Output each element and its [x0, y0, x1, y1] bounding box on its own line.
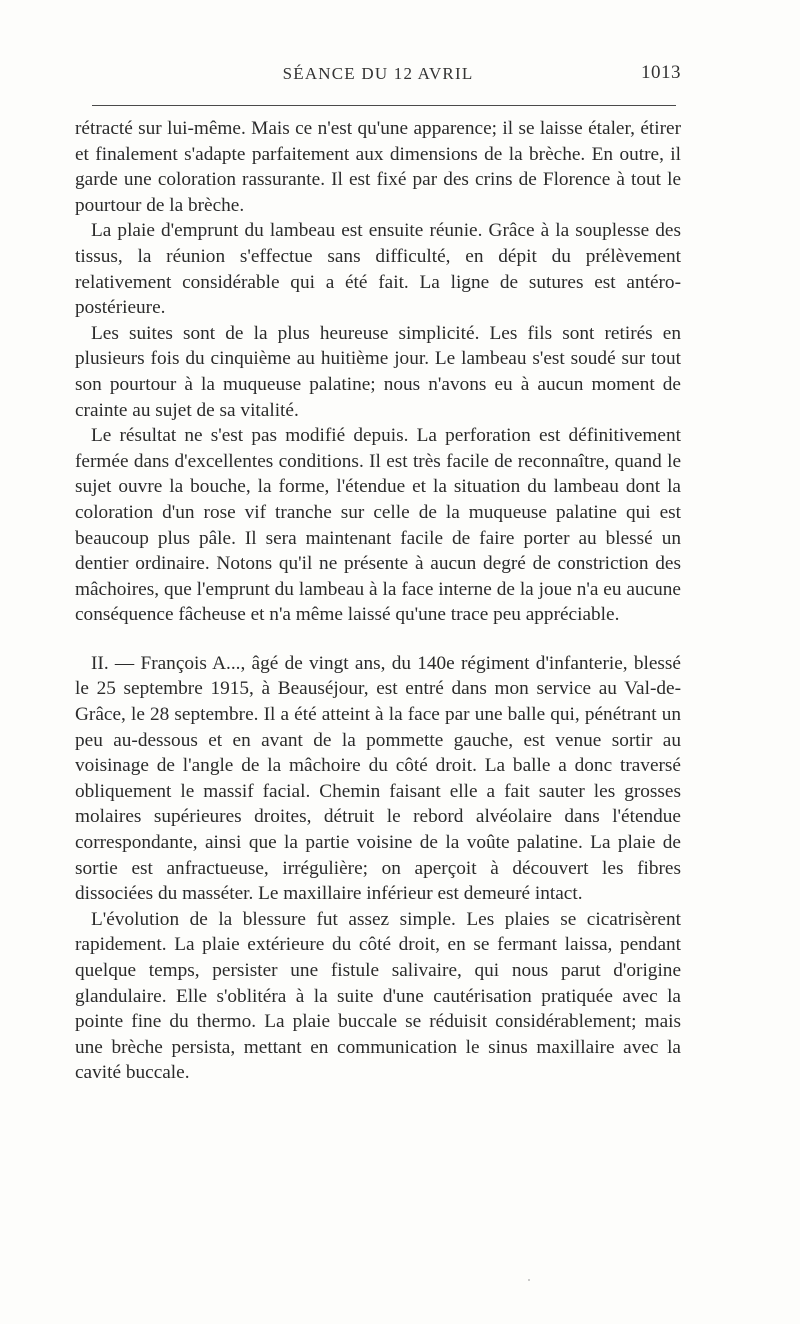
page-header: [75, 64, 681, 88]
paragraph: Les suites sont de la plus heureuse simplicité. Les fils sont retirés en plusieurs fois du cinquième au huitième jour. Le lambeau s'est soudé sur tout son pourtour à la muqueuse palatine; nous n'avons eu à aucun moment de crainte au sujet de sa vitalité.: [75, 322, 681, 421]
paragraph-continued: rétracté sur lui-même. Mais ce n'est qu'une apparence; il se laisse étaler, étirer et finalement s'adapte parfaitement aux dimensions de la brèche. En outre, il garde une coloration rassurante. Il est fixé par des crins de Florence à tout le pourtour de la brèche.: [75, 118, 681, 216]
paper-speck: [528, 1279, 530, 1281]
paragraph: Le résultat ne s'est pas modifié depuis. La perforation est définitivement fermée dans d'excellentes conditions. Il est très facile de reconnaître, quand le sujet ouvre la bouche, la forme, l'étendue et la situation du lambeau dont la coloration d'un rose vif tranche sur celle de la muqueuse palatine qui est beaucoup plus pâle. Il sera maintenant facile de faire porter au blessé un dentier ordinaire. Notons qu'il ne présente à aucun degré de constriction des mâchoires, que l'emprunt du lambeau à la face interne de la joue n'a eu aucune conséquence fâcheuse et n'a même laissé qu'une trace peu appréciable.: [75, 425, 681, 626]
paragraph: La plaie d'emprunt du lambeau est ensuite réunie. Grâce à la souplesse des tissus, la réunion s'effectue sans difficulté, en dépit du prélèvement relativement considérable qui a été fait. La ligne de sutures est antéro-postérieure.: [75, 220, 681, 319]
header-rule: [92, 105, 676, 106]
paragraph: L'évolution de la blessure fut assez simple. Les plaies se cicatrisèrent rapidement. La plaie extérieure du côté droit, en se fermant laissa, pendant quelque temps, persister une fistule salivaire, qui nous parut d'origine glandulaire. Elle s'oblitéra à la suite d'une cautérisation pratiquée avec la pointe fine du thermo. La plaie buccale se réduisit considérablement; mais une brèche persista, mettant en communication le sinus maxillaire avec la cavité buccale.: [75, 908, 681, 1084]
page-number: 1013: [641, 62, 681, 83]
body-text: [75, 116, 681, 1086]
running-head: SÉANCE DU 12 AVRIL: [282, 64, 474, 83]
case-paragraph: II. — François A..., âgé de vingt ans, du 140e régiment d'infanterie, blessé le 25 septembre 1915, à Beauséjour, est entré dans mon service au Val-de-Grâce, le 28 septembre. Il a été atteint à la face par une balle qui, pénétrant un peu au-dessous et en avant de la pommette gauche, est venue sortir au voisinage de l'angle de la mâchoire du côté droit. La balle a donc traversé obliquement le massif facial. Chemin faisant elle a fait sauter les grosses molaires supérieures droites, détruit le rebord alvéolaire dans l'étendue correspondante, ainsi que la partie voisine de la voûte palatine. La plaie de sortie est anfractueuse, irrégulière; on aperçoit à découvert les fibres dissociées du masséter. Le maxillaire inférieur est demeuré intact.: [75, 652, 681, 905]
